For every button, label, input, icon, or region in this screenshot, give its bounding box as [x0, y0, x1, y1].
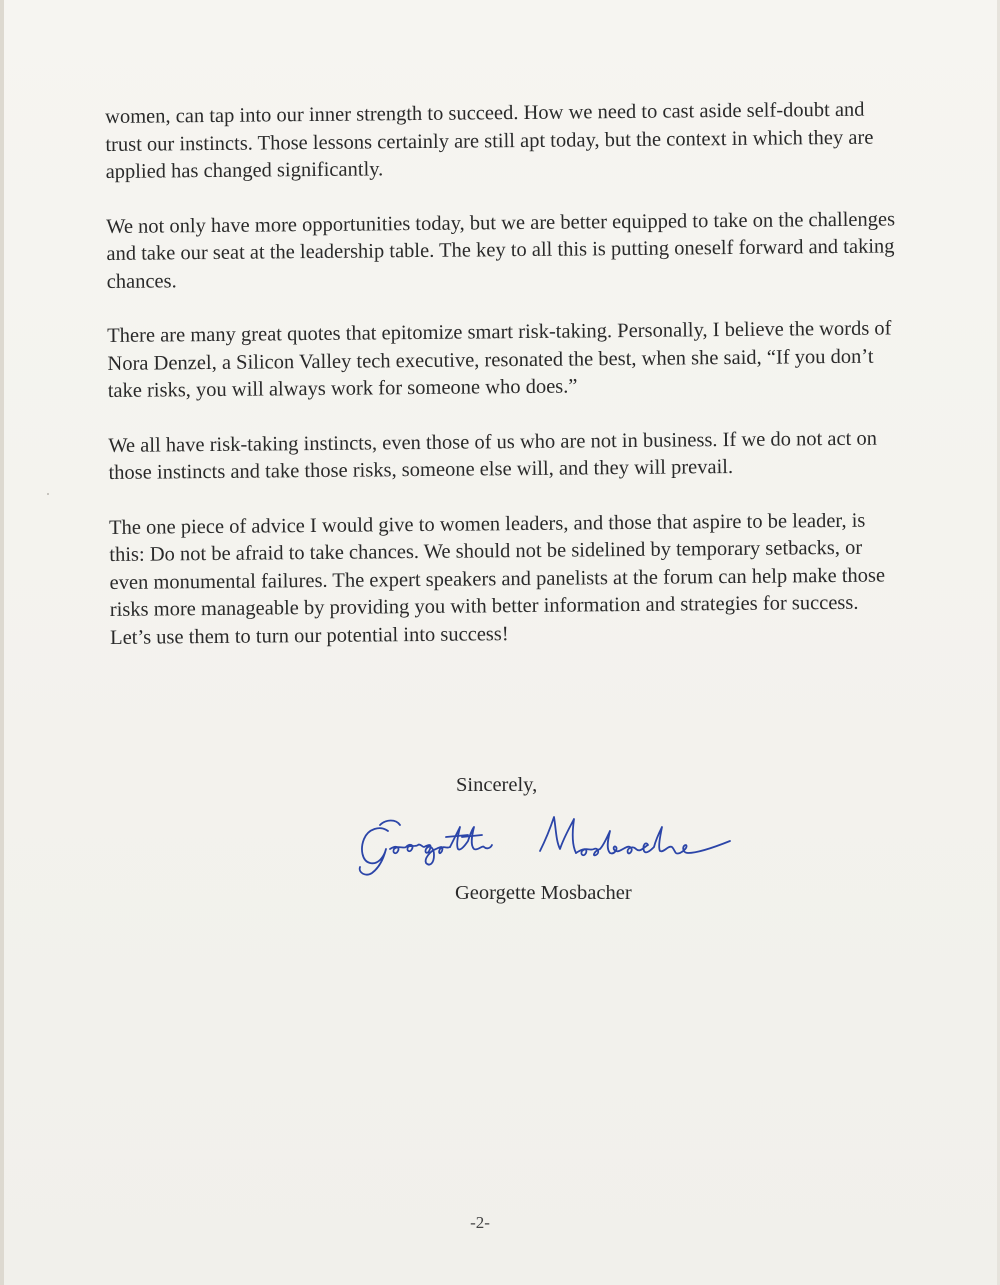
letter-body	[105, 96, 900, 679]
handwritten-signature	[350, 805, 750, 885]
page-number: -2-	[470, 1213, 490, 1232]
paragraph-4: We all have risk-taking instincts, even those of us who are not in business. If we do not act on those instincts and take those risks, someone else will, and they will prevail.	[108, 427, 877, 484]
paragraph-2: We not only have more opportunities today, but we are better equipped to take on the challenges and take our seat at the leadership table. The key to all this is putting oneself forward and taking chances.	[106, 207, 896, 293]
paragraph-1: women, can tap into our inner strength to succeed. How we need to cast aside self-doubt and trust our instincts. Those lessons certainly are still apt today, but the context in which they are applied has changed significantly.	[105, 98, 874, 183]
paragraph-3: There are many great quotes that epitomize smart risk-taking. Personally, I believe the words of Nora Denzel, a Silicon Valley tech executive, resonated the best, when she said, “If you don’t take risks, you will always work for someone who does.”	[107, 317, 892, 402]
paragraph-5: The one piece of advice I would give to women leaders, and those that aspire to be leader, is this: Do not be afraid to take chances. We should not be sidelined by temporary setbacks, or even monumental failures. The expert speakers and panelists at the forum can help make those risks more manageable by providing you with better information and strategies for success. Let’s use them to turn our potential into success!	[108, 509, 886, 649]
page-left-edge	[0, 0, 4, 1285]
signer-name: Georgette Mosbacher	[455, 882, 632, 904]
closing-salutation: Sincerely,	[456, 774, 538, 796]
paper-speck	[47, 493, 49, 495]
